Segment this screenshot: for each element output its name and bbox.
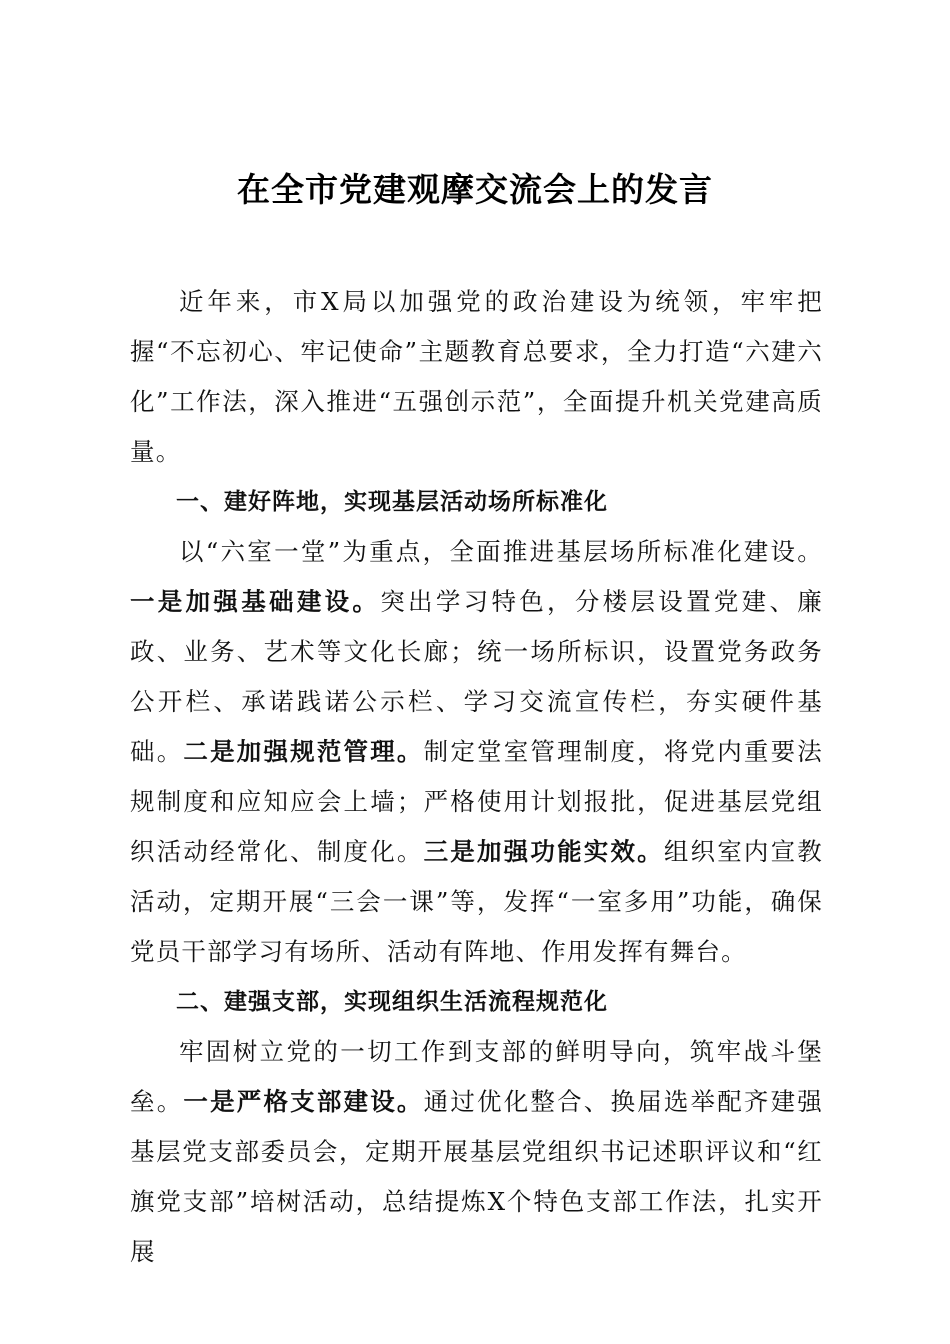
section-1-text-a: 以“六室一堂”为重点，全面推进基层场所标准化建设。 — [179, 537, 823, 566]
section-1-text-3: 组织室内宣教活动，定期开展“三会一课”等，发挥“一室多用”功能，确保党员干部学习有场所、活动有阵地、作用发挥有舞台。 — [130, 837, 823, 966]
section-2-paragraph — [130, 1027, 823, 1277]
intro-paragraph: 近年来，市X局以加强党的政治建设为统领，牢牢把握“不忘初心、牢记使命”主题教育总要求，全力打造“六建六化”工作法，深入推进“五强创示范”，全面提升机关党建高质量。 — [130, 287, 823, 466]
section-1-lead-2: 二是加强规范管理。 — [183, 737, 424, 766]
document-body — [130, 277, 823, 1277]
section-1-text-1: 突出学习特色，分楼层设置党建、廉政、业务、艺术等文化长廊；统一场所标识，设置党务政务公开栏、承诺践诺公示栏、学习交流宣传栏，夯实硬件基础。 — [130, 587, 823, 766]
section-2-text-a: 牢固树立党的一切工作到支部的鲜明导向，筑牢战斗堡垒。 — [130, 1037, 823, 1116]
section-1-lead-1: 一是加强基础建设。 — [130, 587, 381, 616]
section-1-text-2: 制定堂室管理制度，将党内重要法规制度和应知应会上墙；严格使用计划报批，促进基层党组织活动经常化、制度化。 — [130, 737, 824, 866]
section-2-heading: 二、建强支部，实现组织生活流程规范化 — [176, 989, 608, 1015]
section-1-heading: 一、建好阵地，实现基层活动场所标准化 — [176, 489, 608, 515]
section-2-lead-1: 一是严格支部建设。 — [183, 1087, 424, 1116]
section-1-paragraph — [130, 527, 823, 977]
section-2-text-1: 通过优化整合、换届选举配齐建强基层党支部委员会，定期开展基层党组织书记述职评议和“红旗党支部”培树活动，总结提炼X个特色支部工作法，扎实开展 — [130, 1087, 824, 1266]
section-1-lead-3: 三是加强功能实效。 — [423, 837, 664, 866]
document-title: 在全市党建观摩交流会上的发言 — [237, 170, 713, 209]
